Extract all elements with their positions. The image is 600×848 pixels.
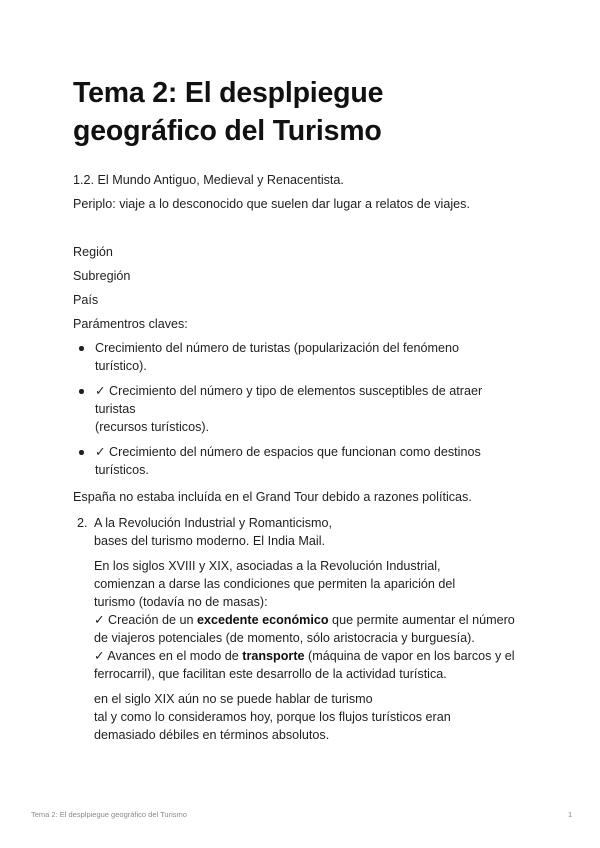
bullet-text: Crecimiento del número de turistas (popularización del fenómeno (95, 341, 460, 355)
term-subregion: Subregión (73, 269, 131, 283)
bold-term: excedente económico (196, 613, 329, 627)
bold-term: transporte (242, 649, 305, 663)
key-parameters-label: Parámentros claves: (73, 317, 188, 331)
term-region: Región (73, 245, 113, 259)
section-heading: 1.2. El Mundo Antiguo, Medieval y Renacentista. (73, 173, 344, 187)
bullet-text: turístico). (95, 359, 147, 373)
footer-title: Tema 2: El desplpiegue geográfico del Turismo (31, 810, 187, 819)
spain-note: España no estaba incluída en el Grand Tour debido a razones políticas. (73, 490, 472, 504)
bullet-text: ✓ Crecimiento del número y tipo de elementos susceptibles de atraer (95, 384, 483, 398)
list-item (73, 339, 513, 375)
periplo-definition: Periplo: viaje a lo desconocido que suelen dar lugar a relatos de viajes. (73, 197, 470, 211)
numbered-heading: A la Revolución Industrial y Romanticismo, bases del turismo moderno. El India Mail. (94, 516, 332, 548)
list-item (73, 382, 513, 436)
bullet-text: (recursos turísticos). (95, 420, 210, 434)
bullet-text: turistas (95, 402, 136, 416)
page-number: 1 (568, 810, 573, 819)
parameters-list (73, 339, 513, 486)
list-number: 2. (77, 516, 88, 530)
page-title: Tema 2: El desplpiegue geográfico del Turismo (73, 77, 384, 147)
paragraph-conditions: En los siglos XVIII y XIX, asociadas a la Revolución Industrial, comienzan a darse las condiciones que permiten la aparición del turismo (todavía no de masas): ✓ Creación de un excedente económico que permite aumentar el número de viajeros potenciales (de momento, sólo aristocracia y burguesía). ✓ Avances en el modo de transporte (máquina de vapor en los barcos y el ferrocarril), que facilitan este desarrollo de la actividad turística. (94, 559, 515, 681)
list-item (73, 443, 513, 479)
bullet-text: ✓ Crecimiento del número de espacios que funcionan como destinos (95, 445, 481, 459)
term-pais: País (73, 293, 99, 307)
numbered-section-body (94, 514, 534, 751)
bullet-text: turísticos. (95, 463, 149, 477)
paragraph-conclusion: en el siglo XIX aún no se puede hablar de turismo tal y como lo consideramos hoy, porque los flujos turísticos eran demasiado débiles en términos absolutos. (94, 692, 451, 742)
